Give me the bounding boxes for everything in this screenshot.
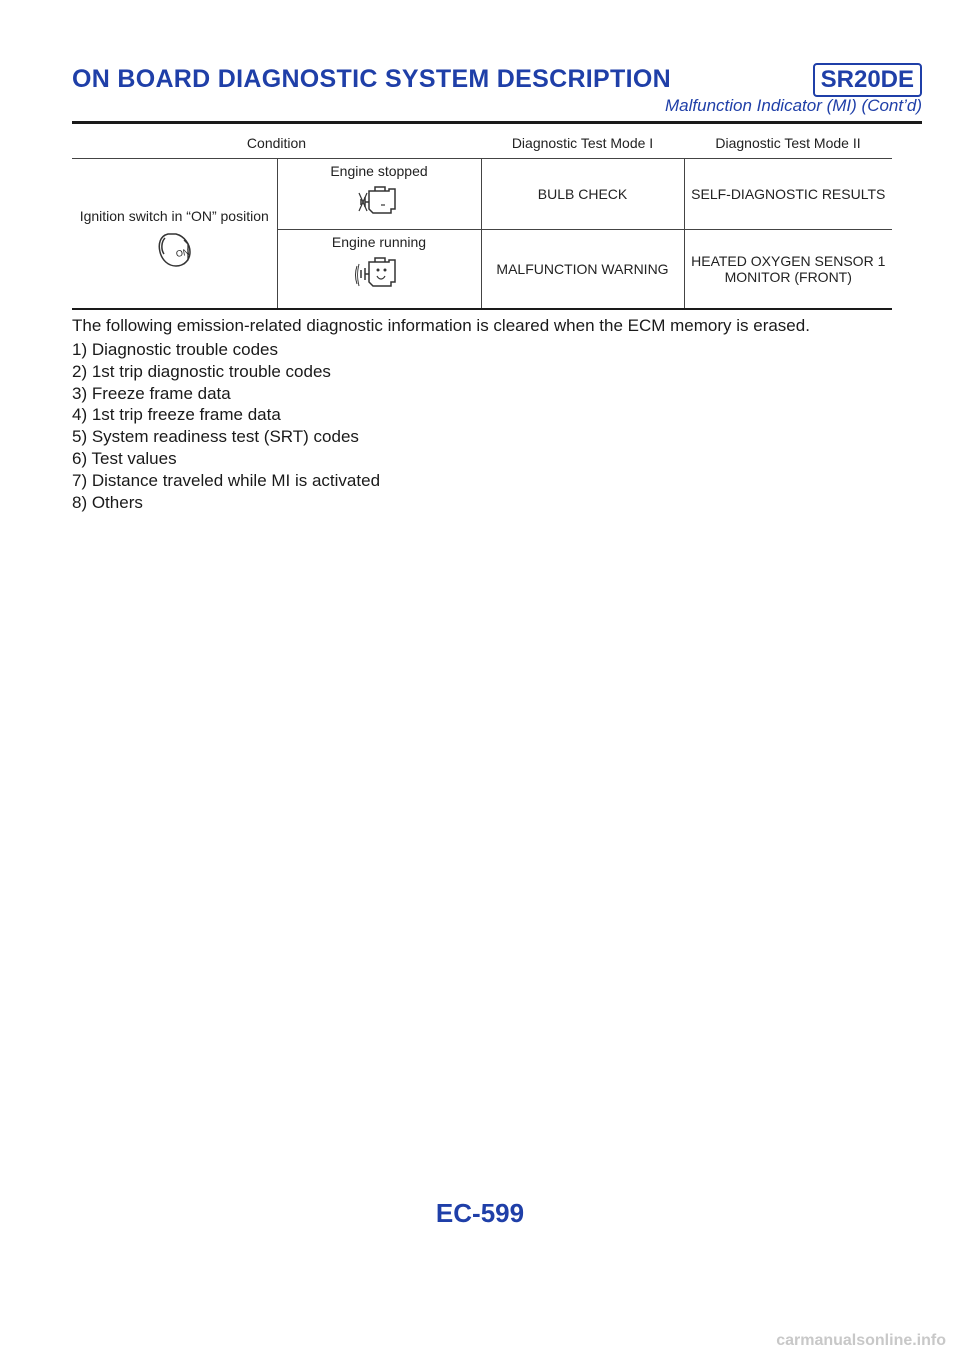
list-item: 7) Distance traveled while MI is activated [72, 470, 381, 490]
list-item: 6) Test values [72, 448, 177, 468]
engine-running-icon [355, 254, 403, 292]
intro-paragraph: The following emission-related diagnostic information is cleared when the ECM memory is erased. [72, 316, 810, 335]
list-item: 5) System readiness test (SRT) codes [72, 427, 359, 447]
header-divider [72, 121, 922, 124]
svg-text:ON: ON [175, 246, 191, 259]
state-cell-running [277, 230, 481, 310]
mode-2-cell-running [684, 230, 892, 310]
state-cell-stopped [277, 159, 481, 230]
list-item: 8) Others [72, 492, 143, 512]
section-title: ON BOARD DIAGNOSTIC SYSTEM DESCRIPTION [72, 65, 671, 93]
list-item: 2) 1st trip diagnostic trouble codes [72, 361, 331, 381]
ignition-key-icon [154, 230, 194, 270]
section-subtitle: Malfunction Indicator (MI) (Cont’d) [665, 96, 922, 115]
mode-2-cell-stopped: SELF-DIAGNOSTIC RESULTS [684, 159, 892, 230]
state-label-running: Engine running [331, 234, 427, 250]
mode-1-cell-running: MALFUNCTION WARNING [481, 230, 684, 310]
mode-2-running-line-2: MONITOR (FRONT) [724, 269, 852, 285]
condition-cell [72, 159, 277, 310]
page-number: EC-599 [435, 1198, 525, 1228]
cleared-info-list [72, 339, 380, 513]
column-header-mode-1: Diagnostic Test Mode I [481, 128, 684, 159]
list-item: 4) 1st trip freeze frame data [72, 405, 281, 425]
table-header-row [72, 128, 892, 159]
list-item: 1) Diagnostic trouble codes [72, 340, 279, 359]
table-row [72, 159, 892, 230]
column-header-mode-2: Diagnostic Test Mode II [684, 128, 892, 159]
engine-stopped-icon [355, 183, 403, 217]
condition-label: Ignition switch in “ON” position [79, 207, 269, 224]
state-label-stopped: Engine stopped [330, 163, 428, 179]
engine-code-badge: SR20DE [813, 63, 922, 97]
list-item: 3) Freeze frame data [72, 383, 231, 403]
column-header-condition: Condition [72, 128, 481, 159]
watermark: carmanualsonline.info [776, 1332, 946, 1349]
mode-2-running-line-1: HEATED OXYGEN SENSOR 1 [691, 253, 886, 269]
page-header [72, 60, 922, 120]
mode-1-cell-stopped: BULB CHECK [481, 159, 684, 230]
diagnostic-mode-table [72, 128, 892, 310]
